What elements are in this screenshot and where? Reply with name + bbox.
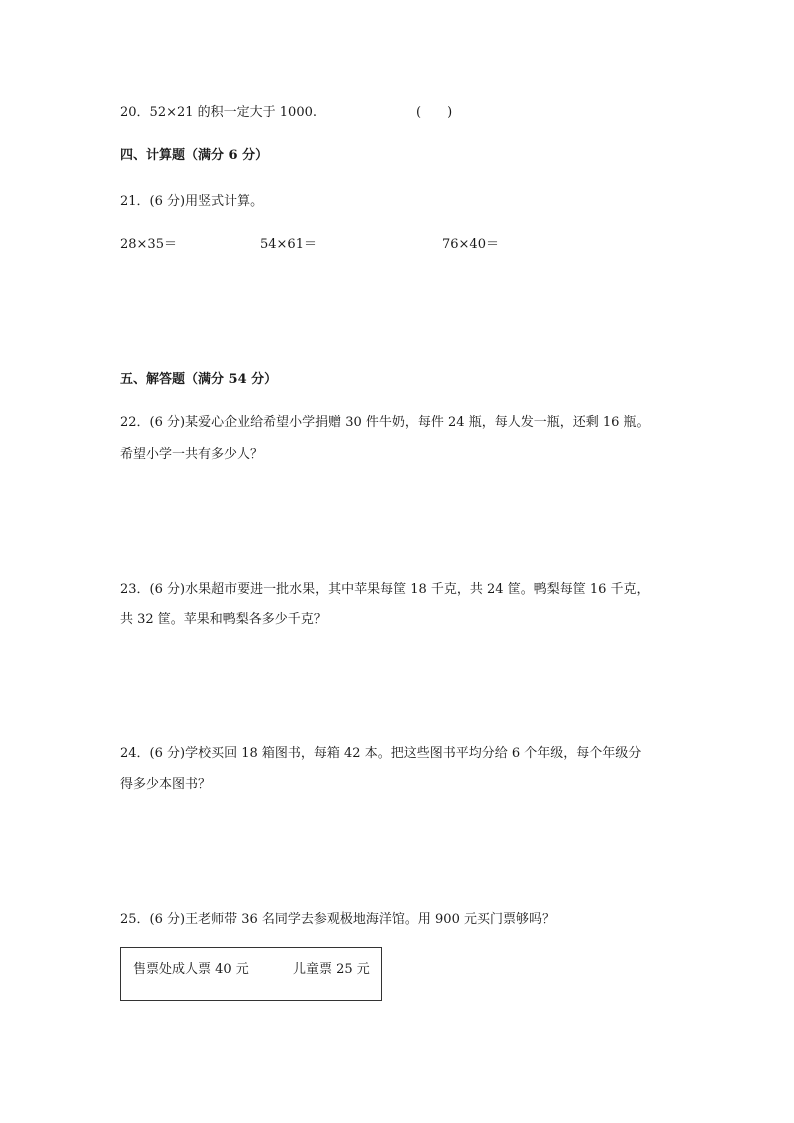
q24-line-1: 24．(6 分)学校买回 18 箱图书，每箱 42 本。把这些图书平均分给 6 个年级，每个年级分 <box>120 746 642 761</box>
section-4-title: 四、计算题（满分 6 分） <box>120 148 269 163</box>
q23-line-1: 23．(6 分)水果超市要进一批水果，其中苹果每筐 18 千克，共 24 筐。鸭梨每筐 16 千克， <box>120 582 650 597</box>
q24-line-2: 得多少本图书？ <box>120 777 212 792</box>
q20-text: 20．52×21 的积一定大于 1000. <box>120 105 317 120</box>
q21-expr-1: 28×35＝ <box>120 237 177 252</box>
q21-expr-3: 76×40＝ <box>442 237 499 252</box>
adult-ticket-price: 售票处成人票 40 元 <box>133 962 249 977</box>
q22-line-2: 希望小学一共有多少人？ <box>120 447 264 462</box>
q21-expr-2: 54×61＝ <box>260 237 317 252</box>
section-5-title: 五、解答题（满分 54 分） <box>120 372 278 387</box>
child-ticket-price: 儿童票 25 元 <box>293 962 370 977</box>
ticket-price-box <box>120 947 382 1001</box>
q25-text: 25．(6 分)王老师带 36 名同学去参观极地海洋馆。用 900 元买门票够吗？ <box>120 912 555 927</box>
q20-answer-bracket: ( ) <box>416 105 453 120</box>
q22-line-1: 22．(6 分)某爱心企业给希望小学捐赠 30 件牛奶，每件 24 瓶，每人发一瓶，还剩 16 瓶。 <box>120 415 650 430</box>
q23-line-2: 共 32 筐。苹果和鸭梨各多少千克？ <box>120 612 327 627</box>
q21-text: 21．(6 分)用竖式计算。 <box>120 194 264 209</box>
